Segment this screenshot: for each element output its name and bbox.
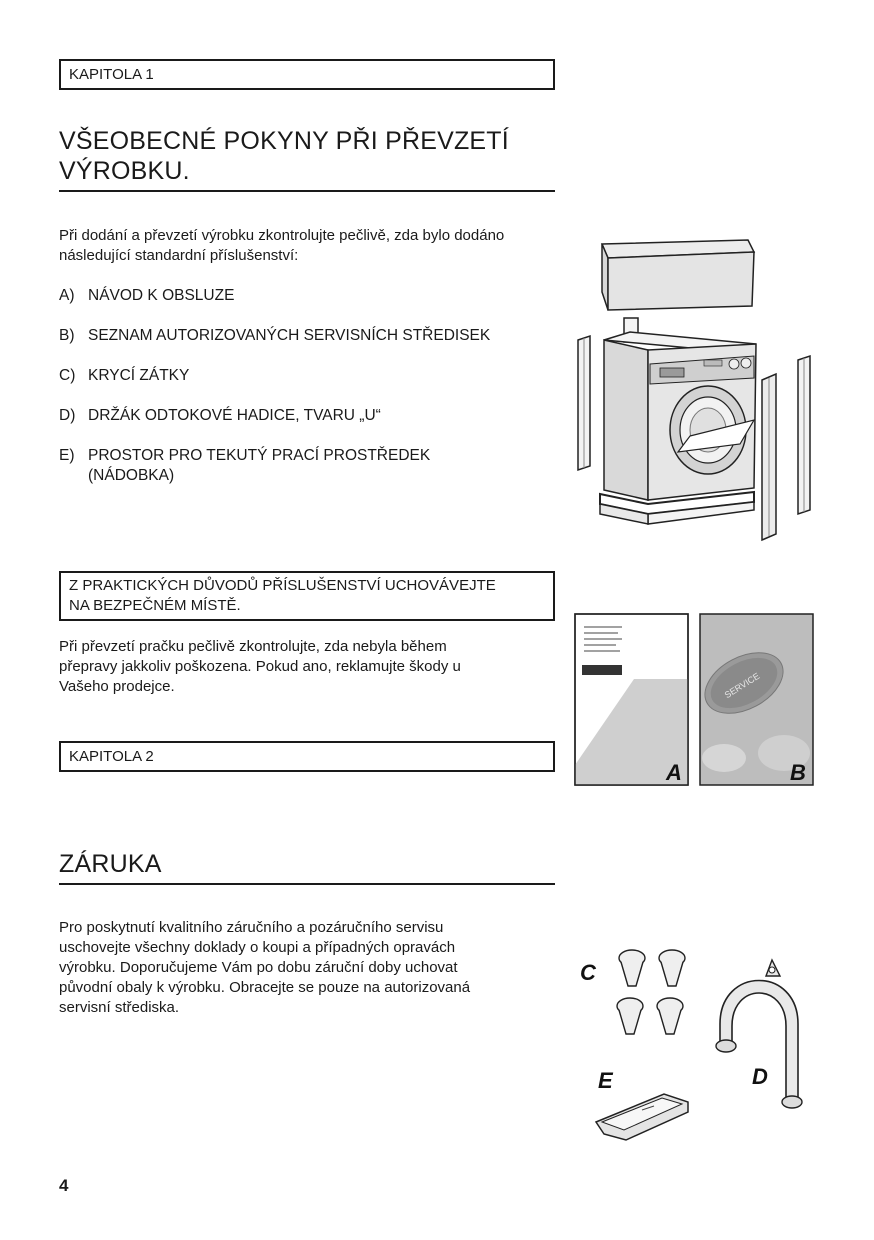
inspection-line-2: přepravy jakkoliv poškozena. Pokud ano, reklamujte škody u <box>59 658 461 675</box>
manual-booklet-icon <box>575 614 688 785</box>
list-item-letter: B) <box>59 327 75 344</box>
chapter-2-label: KAPITOLA 2 <box>69 748 154 765</box>
list-item-text: DRŽÁK ODTOKOVÉ HADICE, TVARU „U“ <box>88 407 381 424</box>
list-item-letter: D) <box>59 407 76 424</box>
notice-line-2: NA BEZPEČNÉM MÍSTĚ. <box>69 597 241 614</box>
intro-paragraph <box>59 226 559 266</box>
list-item-b <box>59 326 559 346</box>
list-item-text-continued: (NÁDOBKA) <box>88 467 175 484</box>
notice-box <box>59 571 555 621</box>
list-item-text-block <box>88 446 559 486</box>
booklet-a-label: A <box>666 760 682 785</box>
chapter-1-label-box <box>59 59 555 90</box>
list-item-e <box>59 446 559 486</box>
section-1-title-line-1: VŠEOBECNÉ POKYNY PŘI PŘEVZETÍ <box>59 127 509 155</box>
service-booklet-icon <box>695 614 813 785</box>
warranty-line-2: uschovejte všechny doklady o koupi a případných opravách <box>59 939 456 956</box>
notice-line-1: Z PRAKTICKÝCH DŮVODŮ PŘÍSLUŠENSTVÍ UCHOVÁVEJTE <box>69 577 496 594</box>
chapter-2-label-box <box>59 741 555 772</box>
cover-caps-icon <box>617 950 685 1034</box>
list-item-text: NÁVOD K OBSLUZE <box>88 287 235 304</box>
bracket-label: D <box>752 1064 768 1089</box>
section-2-title: ZÁRUKA <box>59 850 162 878</box>
warranty-line-1: Pro poskytnutí kvalitního záručního a pozáručního servisu <box>59 919 444 936</box>
booklets-illustration <box>574 613 816 787</box>
warranty-paragraph <box>59 918 559 1018</box>
booklet-b-label: B <box>790 760 806 785</box>
list-item-letter: C) <box>59 367 76 384</box>
section-1-heading <box>59 126 555 192</box>
list-item-text: PROSTOR PRO TEKUTÝ PRACÍ PROSTŘEDEK <box>88 447 431 464</box>
warranty-line-4: původní obaly k výrobku. Obracejte se pouze na autorizovaná <box>59 979 471 996</box>
list-item-text: KRYCÍ ZÁTKY <box>88 367 190 384</box>
accessories-illustration <box>576 946 814 1146</box>
warranty-line-5: servisní střediska. <box>59 999 180 1016</box>
list-item-letter: E) <box>59 447 75 464</box>
side-strip-icon <box>578 336 590 470</box>
list-item-d <box>59 406 559 426</box>
inspection-line-1: Při převzetí pračku pečlivě zkontrolujte, zda nebyla během <box>59 638 447 655</box>
warranty-line-3: výrobku. Doporučujeme Vám po dobu záruční doby uchovat <box>59 959 458 976</box>
list-item-letter: A) <box>59 287 75 304</box>
chapter-1-label: KAPITOLA 1 <box>69 66 154 83</box>
washing-machine-icon <box>600 332 756 524</box>
tray-label: E <box>598 1068 613 1093</box>
page-number: 4 <box>59 1176 69 1195</box>
list-item-c <box>59 366 559 386</box>
section-2-heading <box>59 849 555 885</box>
booklet-b-cover-text: SERVICE <box>722 670 762 701</box>
list-item-a <box>59 286 559 306</box>
section-1-title-line-2: VÝROBKU. <box>59 157 190 185</box>
list-item-text: SEZNAM AUTORIZOVANÝCH SERVISNÍCH STŘEDISEK <box>88 327 491 344</box>
washing-machine-illustration <box>568 232 818 547</box>
cover-panel-icon <box>602 240 754 310</box>
caps-label: C <box>580 960 596 985</box>
detergent-tray-icon <box>596 1094 688 1140</box>
inspection-line-3: Vašeho prodejce. <box>59 678 175 695</box>
inspection-paragraph <box>59 637 559 697</box>
side-strip-icon <box>762 356 810 540</box>
intro-line-2: následující standardní příslušenství: <box>59 247 299 264</box>
intro-line-1: Při dodání a převzetí výrobku zkontrolujte pečlivě, zda bylo dodáno <box>59 227 505 244</box>
